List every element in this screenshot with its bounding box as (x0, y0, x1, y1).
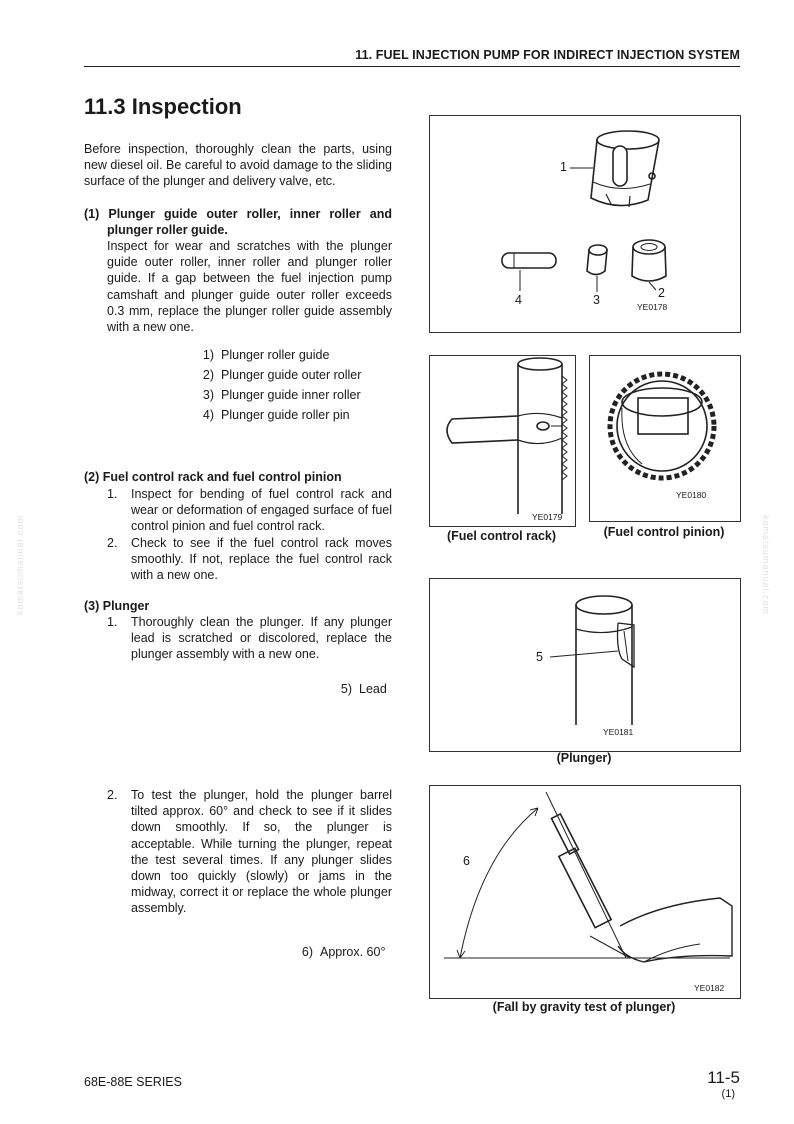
item3-step1: 1. Thoroughly clean the plunger. If any plunger lead is scratched or discolored, replace the plunger assembly with a new one. (107, 615, 392, 662)
footer-page-number: 11-5 (707, 1068, 740, 1087)
caption-fuel-control-pinion: (Fuel control pinion) (603, 525, 725, 539)
item2-step: 1. Inspect for bending of fuel control rack and wear or deformation of engaged surface of fuel control pinion and fuel control rack. (107, 487, 392, 534)
figure-code: YE0179 (532, 512, 563, 522)
ref-angle: 6) Approx. 60° (301, 945, 386, 959)
roller-guide-parts-illustration (430, 116, 740, 332)
figure-fuel-control-pinion (589, 355, 741, 522)
figure-code: YE0181 (603, 727, 634, 737)
part-list-item: 2) Plunger guide outer roller (202, 368, 362, 382)
item1-heading-line2: plunger roller guide. (107, 223, 228, 237)
fuel-control-pinion-illustration (590, 356, 740, 521)
figure-code: YE0182 (694, 983, 725, 993)
gravity-test-illustration (430, 786, 740, 998)
part-list-item: 1) Plunger roller guide (202, 348, 330, 362)
callout-3: 3 (593, 293, 600, 307)
plunger-illustration (430, 579, 740, 751)
figure-plunger (429, 578, 741, 752)
item2-heading: (2) Fuel control rack and fuel control pinion (84, 470, 342, 484)
item2-step: 2. Check to see if the fuel control rack moves smoothly. If not, replace the fuel control rack with a new one. (107, 535, 392, 583)
figure-code: YE0178 (637, 302, 668, 312)
part-list (188, 348, 361, 422)
item3-heading: (3) Plunger (84, 599, 150, 613)
item1-heading-line1: (1) Plunger guide outer roller, inner roller and (84, 207, 392, 221)
item1-text: Inspect for wear and scratches with the plunger guide outer roller, inner roller and plunger roller guide. If a gap between the fuel injection pump camshaft and plunger guide outer roller exceeds 0.3 mm, replace the plunger roller guide assembly with a new one. (107, 239, 392, 335)
part-list-item: 4) Plunger guide roller pin (202, 408, 350, 422)
section-title: 11.3 Inspection (84, 94, 242, 119)
figure-roller-guide-parts (429, 115, 741, 333)
caption-fuel-control-rack: (Fuel control rack) (446, 529, 557, 543)
item2-steps (107, 486, 392, 583)
callout-2: 2 (658, 286, 665, 300)
figure-code: YE0180 (676, 490, 707, 500)
intro-paragraph: Before inspection, thoroughly clean the parts, using new diesel oil. Be careful to avoid damage to the sliding surface of the plunger and delivery valve, etc. (84, 142, 392, 189)
footer-revision: (1) (721, 1088, 735, 1100)
callout-4: 4 (515, 293, 522, 307)
watermark-right: komatsumanual.com (761, 514, 772, 616)
figure-fuel-control-rack (429, 355, 576, 527)
caption-gravity-test: (Fall by gravity test of plunger) (492, 1000, 676, 1014)
callout-6: 6 (463, 854, 470, 868)
fuel-control-rack-illustration (430, 356, 575, 526)
caption-plunger: (Plunger) (556, 751, 612, 765)
ref-lead: 5) Lead (340, 682, 387, 696)
running-header: 11. FUEL INJECTION PUMP FOR INDIRECT INJECTION SYSTEM (355, 48, 740, 62)
footer-series: 68E-88E SERIES (84, 1075, 182, 1089)
part-list-item: 3) Plunger guide inner roller (202, 388, 361, 402)
callout-1: 1 (560, 160, 567, 174)
figure-gravity-test (429, 785, 741, 999)
item3-step2: 2. To test the plunger, hold the plunger barrel tilted approx. 60° and check to see if it slides down smoothly. If so, the plunger is acceptable. While turning the plunger, repeat the test several times. If any plunger slides down too quickly (slowly) or jams in the midway, correct it or replace the whole plunger assembly. (107, 788, 392, 916)
watermark-left: komatsumanual.com (15, 514, 26, 616)
header-rule (84, 66, 740, 67)
callout-5: 5 (536, 650, 543, 664)
